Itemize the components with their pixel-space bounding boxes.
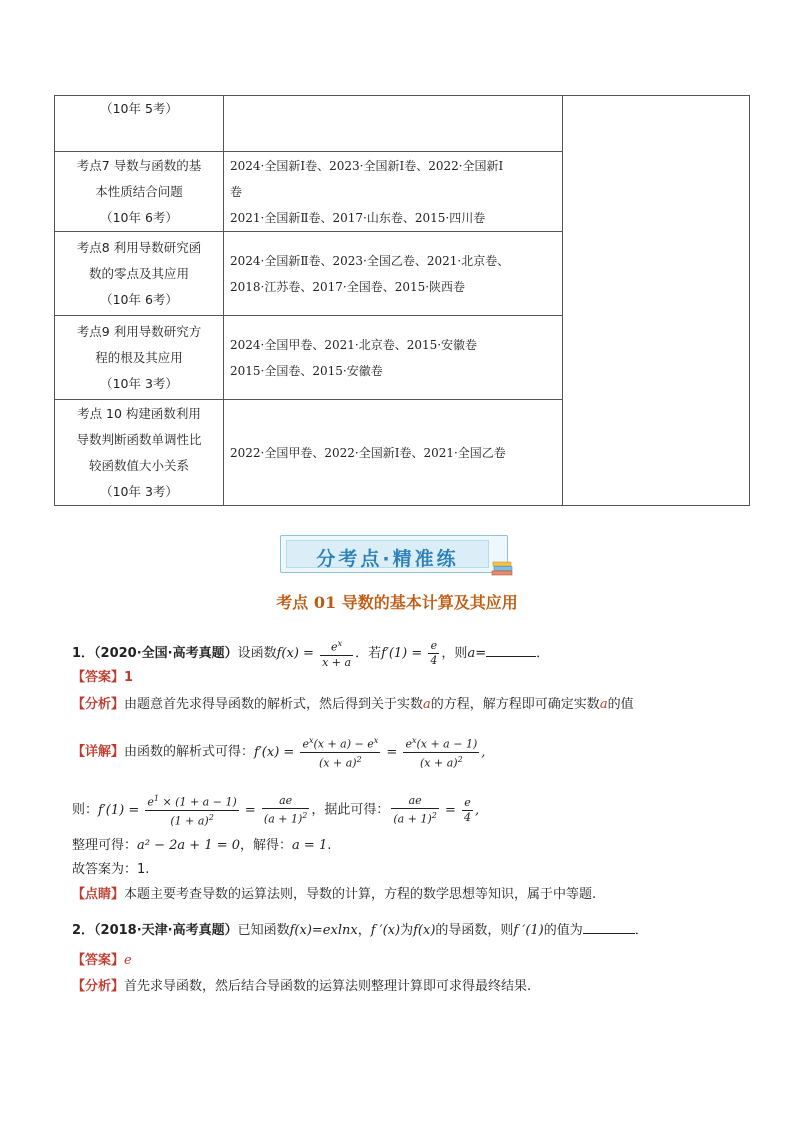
section-banner (280, 535, 508, 573)
exam-line: 2015·全国卷、2015·安徽卷 (230, 363, 383, 378)
exam-cell (224, 152, 563, 232)
topic-line: （10年 3考） (100, 483, 178, 499)
q1-function: f(x) = $\frac{e^x}{x + a}$ (276, 639, 352, 669)
topic-table (54, 95, 750, 506)
topic-line: 考点8 利用导数研究函 (76, 239, 202, 255)
exam-line: 卷 (230, 184, 243, 199)
topic-cell (55, 400, 224, 506)
topic-line: 导数判断函数单调性比 (76, 431, 202, 447)
q1-derivative: f′(x) = $\frac{e^x(x + a) - e^x}{(x + a)^2}$ = $\frac{e^x(x + a - 1)}{(x + a)^2}$ , (254, 736, 486, 770)
topic-line: 本性质结合问题 (95, 183, 183, 199)
topic-line: 考点 10 构建函数利用 (77, 405, 201, 421)
q1-organize: 整理可得：a² − 2a + 1 = 0，解得：a = 1. (72, 838, 332, 853)
exam-cell (224, 96, 563, 152)
q1-comment: 【点睛】本题主要考查导数的运算法则，导数的计算，方程的数学思想等知识，属于中等题. (72, 887, 597, 902)
q1-condition: f′(1) = $\frac{e}{4}$ (381, 638, 438, 667)
topic-cell (55, 96, 224, 152)
q1-equation: $\frac{ae}{(a + 1)^2}$ = $\frac{e}{4}$ , (393, 793, 480, 826)
book-stack-icon (491, 560, 515, 578)
exam-line: 2021·全国新Ⅱ卷、2017·山东卷、2015·四川卷 (230, 210, 486, 225)
notes-cell (563, 96, 750, 506)
answer-blank (583, 933, 635, 934)
q1-final: 故答案为：1. (72, 862, 150, 877)
answer-blank (486, 656, 536, 657)
q1-analysis: 【分析】由题意首先求得导函数的解析式，然后得到关于实数a的方程，解方程即可确定实数a的值 (72, 697, 634, 712)
topic-line: （10年 6考） (100, 209, 178, 225)
q2-stem: 2．（2018·天津·高考真题）已知函数f(x)=exlnx，f ′(x)为f(x)的导函数，则f ′(1)的值为 ． (72, 923, 648, 938)
exam-line: 2022·全国甲卷、2022·全国新Ⅰ卷、2021·全国乙卷 (230, 445, 506, 460)
exam-line: 2024·全国新Ⅰ卷、2023·全国新Ⅰ卷、2022·全国新Ⅰ (230, 158, 504, 173)
exam-line: 2024·全国甲卷、2021·北京卷、2015·安徽卷 (230, 337, 478, 352)
q1-answer: 【答案】1 (72, 670, 134, 685)
topic-line: （10年 5考） (100, 101, 178, 116)
q1-eval: f′(1) = $\frac{e^1 \times (1 + a - 1)}{(1 + a)^2}$ = $\frac{ae}{(a + 1)^2}$ (98, 793, 308, 828)
q2-analysis: 【分析】首先求导函数，然后结合导函数的运算法则整理计算即可求得最终结果. (72, 979, 532, 994)
exam-line: 2024·全国新Ⅱ卷、2023·全国乙卷、2021·北京卷、 (230, 253, 510, 268)
topic-line: 考点9 利用导数研究方 (76, 323, 202, 339)
topic-line: （10年 3考） (100, 375, 178, 391)
topic-line: 数的零点及其应用 (88, 265, 189, 281)
topic-line: 较函数值大小关系 (88, 457, 189, 473)
topic-cell (55, 152, 224, 232)
topic-cell (55, 316, 224, 400)
q2-answer: 【答案】e (72, 953, 132, 968)
exam-cell (224, 400, 563, 506)
topic-line: （10年 6考） (100, 291, 178, 307)
topic-line: 考点7 导数与函数的基 (76, 157, 202, 173)
section-title: 考点 01 导数的基本计算及其应用 (276, 593, 518, 612)
q1-detail: 【详解】由函数的解析式可得：f′(x) = $\frac{e^x(x + a) - e^x}{(x + a)^2}$ = $\frac{e^x(x + a - 1)}{(x + a)^2}$ , (72, 736, 486, 770)
table-row (55, 96, 750, 152)
q1-stem: 1．（2020·全国·高考真题）设函数f(x) = $\frac{e^x}{x + a}$ ．若f′(1) = $\frac{e}{4}$ ，则a= ． (72, 638, 550, 669)
exam-cell (224, 232, 563, 316)
exam-cell (224, 316, 563, 400)
q1-then: 则：f′(1) = $\frac{e^1 \times (1 + a - 1)}{(1 + a)^2}$ = $\frac{ae}{(a + 1)^2}$ ，据此可得： $\frac{ae}{(a + 1)^2}$ = $\frac{e}{4}$ , (72, 793, 480, 828)
topic-cell (55, 232, 224, 316)
exam-line: 2018·江苏卷、2017·全国卷、2015·陕西卷 (230, 279, 466, 294)
topic-line: 程的根及其应用 (95, 349, 183, 365)
banner-text: 分考点·精准练 (316, 548, 459, 570)
